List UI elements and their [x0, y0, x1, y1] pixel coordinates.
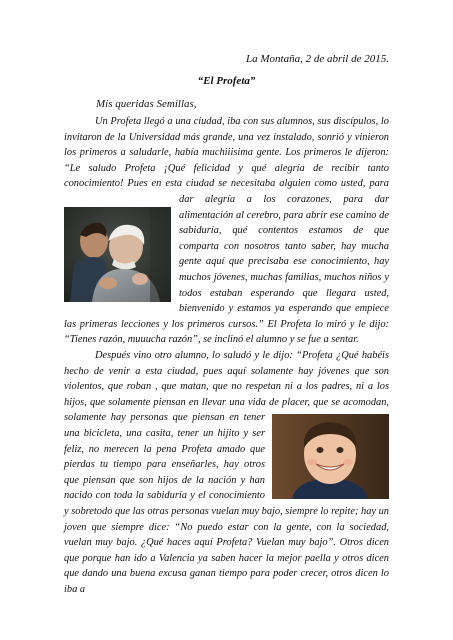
elders-photo-wrap: [64, 207, 179, 304]
letter-paragraph-1: Un Profeta llegó a una ciudad, iba con sus alumnos, sus discípulos, lo invitaron de la Universidad más grande, una vez instalado, sonrió y vinieron los primeros a saludarle, había muchiiisima gente. Los primeros le dijeron: “Le saludo Profeta ¡Qué felicidad y qué alegría de recibir tanto conocimiento! Pues en esta ciudad se necesitaba alguien como usted, para dar alegría a los corazones, para dar alimentación al cerebro, para abrir ese camino de sabiduría, qué contentos estamos de que comparta con nosotros tanto saber, hay mucha gente aquí que precisaba ese conocimiento, hay muchos jóvenes, muchas familias, muchos niños y todos estaban esperando que llegara usted, bienvenido y estamos ya esperando que empiece las primeras lecciones y los primeros cursos.” El Profeta lo miró y le dijo: “Tienes razón, muuucha razón”, se inclinó el alumno y se fue a sentar.: [64, 116, 389, 346]
paragraph-1-block: [64, 114, 389, 348]
paragraph-2-block: [64, 348, 389, 598]
letter-salutation: Mis queridas Semillas,: [96, 98, 197, 110]
letter-paragraph-2: Después vino otro alumno, lo saludó y le dijo: “Profeta ¿Qué habéis hecho de venir a esta ciudad, pues aquí solamente hay jóvenes que son violentos, que roban , que matan, que no respetan ni a los padres, ni a los hijos, que solamente piensan en llevar una vida de placer, que se acomodan, solamente hay personas que piensan en tener una bicicleta, una casita, tener un hijito y ser feliz, no merecen la pena Profeta amado que pierdas tu tiempo para enseñarles, hay otros que piensan que son hijos de la nación y han nacido con toda la sabiduría y el conocimiento y sobretodo que las otras personas vuelan muy bajo, siempre lo repite; hay un joven que siempre dice: “No puedo estar con la gente, con la sociedad, vuelan muy bajo. ¿Qué haces aquí Profeta? Vuelan muy bajo”. Otros dicen que porque han ido a Valencia ya saben hacer la mejor paella y otros dicen que dando una buena excusa ganan tiempo para poder crecer, otros dicen lo iba a: [64, 350, 389, 595]
letter-date: La Montaña, 2 de abril de 2015.: [246, 53, 389, 65]
letter-title: “El Profeta”: [197, 75, 256, 87]
elders-embrace-photo: [64, 207, 171, 302]
smiling-child-photo: [272, 414, 389, 499]
child-photo-wrap: [265, 414, 389, 502]
